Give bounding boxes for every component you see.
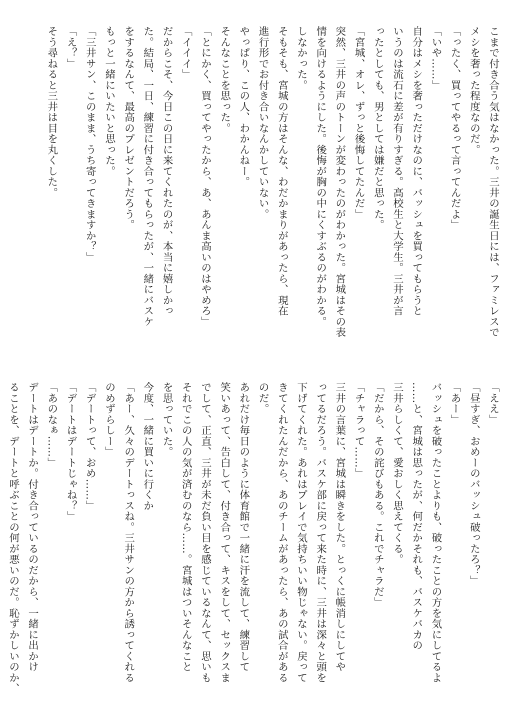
text-line: ……と、宮城は思ったが、何だかそれも、バスケバカの <box>410 382 423 651</box>
text-line: 自分はメシを奢っただけなのに、バッシュを買ってもらうと <box>410 26 423 317</box>
text-line: そんなことを思った。 <box>218 26 231 134</box>
text-line: た。結局、一日、練習に付き合ってもらったが、一緒にバスケ <box>141 26 154 327</box>
text-line: やっぱり、この人、わかんねー。 <box>237 26 250 188</box>
text-line: 「三井サン、このまま、うち寄ってきますか？」 <box>83 26 96 263</box>
text-line: 「え？」 <box>64 26 77 69</box>
text-line: バッシュを破ったことよりも、破ったことの方を気にしてるよ <box>429 382 442 683</box>
text-line: 「ええ」 <box>487 382 499 425</box>
text-line: それでこの人の気が済むのなら……。宮城はついそんなこと <box>179 382 192 673</box>
text-line: 下げてくれた。あれはプレイで気持ちいい物じゃない。戻って <box>294 382 307 683</box>
text-line: をするなんて、最高のプレゼントだろう。 <box>122 26 135 231</box>
text-line: きてくれたんだから、あのチームがあったら、あの試合がある <box>275 382 288 683</box>
text-line: 「チャラって……」 <box>352 382 365 479</box>
text-line: 「とにかく、買ってやったから、あ、あんま高いのはやめろ」 <box>198 26 211 327</box>
text-line: いうのは流石に差が有りすぎる。高校生と大学生。三井が言 <box>390 26 403 317</box>
text-line: を思っていた。 <box>160 382 173 458</box>
text-line: 「だから、その詫びもある。これでチャラだ」 <box>371 382 384 608</box>
text-line: 「あー」 <box>448 382 461 425</box>
text-line: 「あのなぁ……」 <box>45 382 58 468</box>
text-line: 「イイイ」 <box>179 26 192 80</box>
document-text-top <box>14 26 502 338</box>
text-line: メシを奢った程度なのだ。 <box>467 26 480 155</box>
text-line: そもそも、宮城の方はそんな、わだかまりがあったら、現在 <box>275 26 288 317</box>
text-line: こまで付き合う気はなかった。三井の誕生日には、ファミレスで <box>487 26 499 338</box>
text-line: でして、正直、三井が未だ負い目を感じているなんて、思いも <box>198 382 211 683</box>
text-line: あれだけ毎日のように体育館で一緒に汗を流して、練習して <box>237 382 250 673</box>
text-line: 進行形でお付き合いなんかしていない。 <box>256 26 269 220</box>
text-line: 「ったく、買ってやるって言ってんだよ」 <box>448 26 461 231</box>
text-line <box>0 382 3 700</box>
text-line: もっと一緒にいたいと思った。 <box>102 26 115 177</box>
document-text-bottom <box>6 382 502 700</box>
text-line: 「デートって、おめ……」 <box>83 382 96 511</box>
text-line: のめずらしー」 <box>102 382 115 458</box>
text-line: 「あー、久々のデートっスね。三井サンの方から誘ってくれる <box>122 382 135 683</box>
text-line: 「デートはデートじゃね？」 <box>64 382 77 522</box>
text-line: 「宮城、オレ、ずっと後悔してたんだ」 <box>352 26 365 220</box>
text-line: 情を向けるようにした。後悔が胸の中にくすぶるのがわかる。 <box>314 26 327 327</box>
text-line: ることを、デートと呼ぶことの何が悪いのだ。恥ずかしいのか、 <box>6 382 19 694</box>
text-line: そう尋ねると三井は目を丸くした。 <box>45 26 58 198</box>
text-line: 三井らしくて、愛おしく思えてくる。 <box>390 382 403 565</box>
text-line: ったとしても、男としては嫌だと思った。 <box>371 26 384 231</box>
text-line: だからこそ、今日この日に来てくれたのが、本当に嬉しかっ <box>160 26 173 317</box>
text-line: 「昼すぎ、おめーのバッシュ破ったろ？」 <box>467 382 480 587</box>
text-line: 三井の言葉に、宮城は瞬きをした。とっくに帳消しにしてや <box>333 382 346 673</box>
text-line: 笑いあって、告白して、付き合って、キスをして、セックスま <box>218 382 231 683</box>
text-line: デートはデートか。付き合っているのだから、一緒に出かけ <box>26 382 39 673</box>
text-line: ってるだろう。バスケ部に戻って来た時に、三井は深々と頭を <box>314 382 327 683</box>
text-line: 突然、三井の声のトーンが変わったのがわかった。宮城はその表 <box>333 26 346 338</box>
text-line: しなかった。 <box>294 26 307 91</box>
text-line: 「いや……」 <box>429 26 442 91</box>
text-line: 今度、一緒に買いに行くか <box>141 382 154 511</box>
text-line: のだ。 <box>256 382 269 415</box>
